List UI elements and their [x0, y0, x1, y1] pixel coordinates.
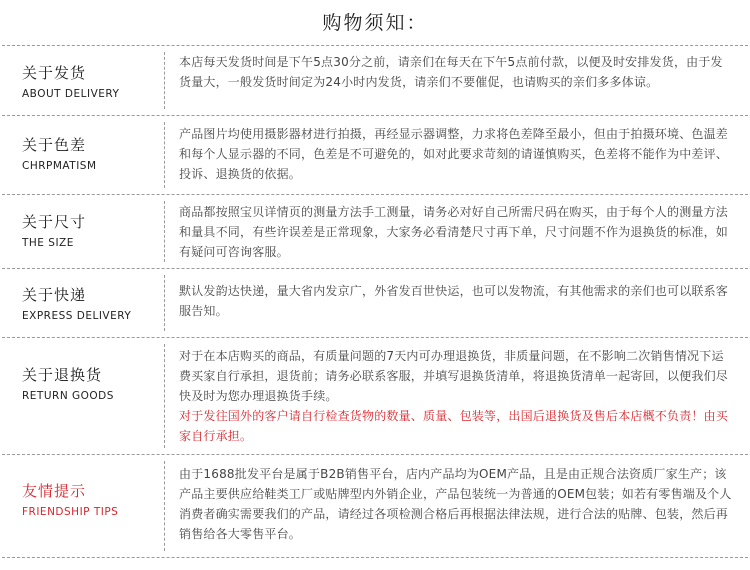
section-heading	[22, 481, 162, 519]
section-friendship-tips	[0, 455, 750, 557]
section-heading-cn: 关于尺寸	[22, 213, 87, 231]
section-heading-cn: 关于快递	[22, 286, 87, 304]
column-divider	[164, 461, 165, 551]
section-text: 产品图片均使用摄影器材进行拍摄，再经显示器调整，力求将色差降至最小，但由于拍摄环境、色温差和每个人显示器的不同，色差是不可避免的，如对此要求苛刻的请谨慎购买，色差将不能作为中差评、投诉、退换货的依据。	[179, 127, 729, 181]
column-divider	[164, 201, 165, 262]
column-divider	[164, 344, 165, 448]
section-heading-cn: 关于发货	[22, 64, 87, 82]
section-text	[179, 346, 734, 446]
section-about-delivery	[0, 46, 750, 115]
section-heading	[22, 63, 162, 101]
section-heading-en: ABOUT DELIVERY	[22, 88, 120, 100]
section-heading-cn: 关于色差	[22, 136, 87, 154]
section-heading-cn: 关于退换货	[22, 366, 103, 384]
column-divider	[164, 52, 165, 109]
page-title: 购物须知：	[322, 12, 428, 34]
section-heading-en: CHRPMATISM	[22, 160, 97, 172]
column-divider	[164, 275, 165, 331]
section-heading-en: EXPRESS DELIVERY	[22, 310, 132, 322]
column-divider	[164, 122, 165, 188]
section-heading-cn: 友情提示	[22, 482, 87, 500]
section-heading	[22, 212, 162, 250]
section-heading-en: THE SIZE	[22, 237, 74, 249]
section-heading	[22, 135, 162, 173]
section-heading-en: FRIENDSHIP TIPS	[22, 506, 119, 518]
section-heading	[22, 285, 162, 323]
section-return-goods	[0, 338, 750, 454]
section-chromatism	[0, 116, 750, 194]
section-divider	[2, 557, 748, 558]
section-text: 默认发韵达快递，量大省内发京广，外省发百世快运，也可以发物流，有其他需求的亲们也可以联系客服告知。	[179, 284, 729, 318]
section-heading-en: RETURN GOODS	[22, 390, 114, 402]
section-heading	[22, 365, 162, 403]
section-text: 商品都按照宝贝详情页的测量方法手工测量，请务必对好自己所需尺码在购买，由于每个人的测量方法和量具不同，有些许误差是正常现象，大家务必看清楚尺寸再下单，尺寸问题不作为退换货的标准，如有疑问可咨询客服。	[179, 205, 729, 259]
section-text: 由于1688批发平台是属于B2B销售平台，店内产品均为OEM产品，且是由正规合法资质厂家生产；该产品主要供应给鞋类工厂或贴牌型内外销企业，产品包装统一为普通的OEM包装；如若有零售端及个人消费者确实需要我们的产品，请经过各项检测合格后再根据法律法规，进行合法的贴牌、包装，然后再销售给各大零售平台。	[179, 467, 732, 541]
section-text: 本店每天发货时间是下午5点30分之前，请亲们在每天在下午5点前付款，以便及时安排发货，由于发货量大，一般发货时间定为24小时内发货，请亲们不要催促，也请购买的亲们多多体谅。	[179, 55, 723, 89]
section-the-size	[0, 195, 750, 268]
section-express-delivery	[0, 269, 750, 337]
section-text-warning: 对于发往国外的客户请自行检查货物的数量、质量、包装等，出国后退换货及售后本店概不负责！由买家自行承担。	[179, 409, 729, 443]
section-text-main: 对于在本店购买的商品，有质量问题的7天内可办理退换货，非质量问题，在不影响二次销售情况下运费买家自行承担，退货前；请务必联系客服，并填写退换货清单，将退换货清单一起寄回，以便我们尽快及时为您办理退换货手续。	[179, 349, 729, 403]
